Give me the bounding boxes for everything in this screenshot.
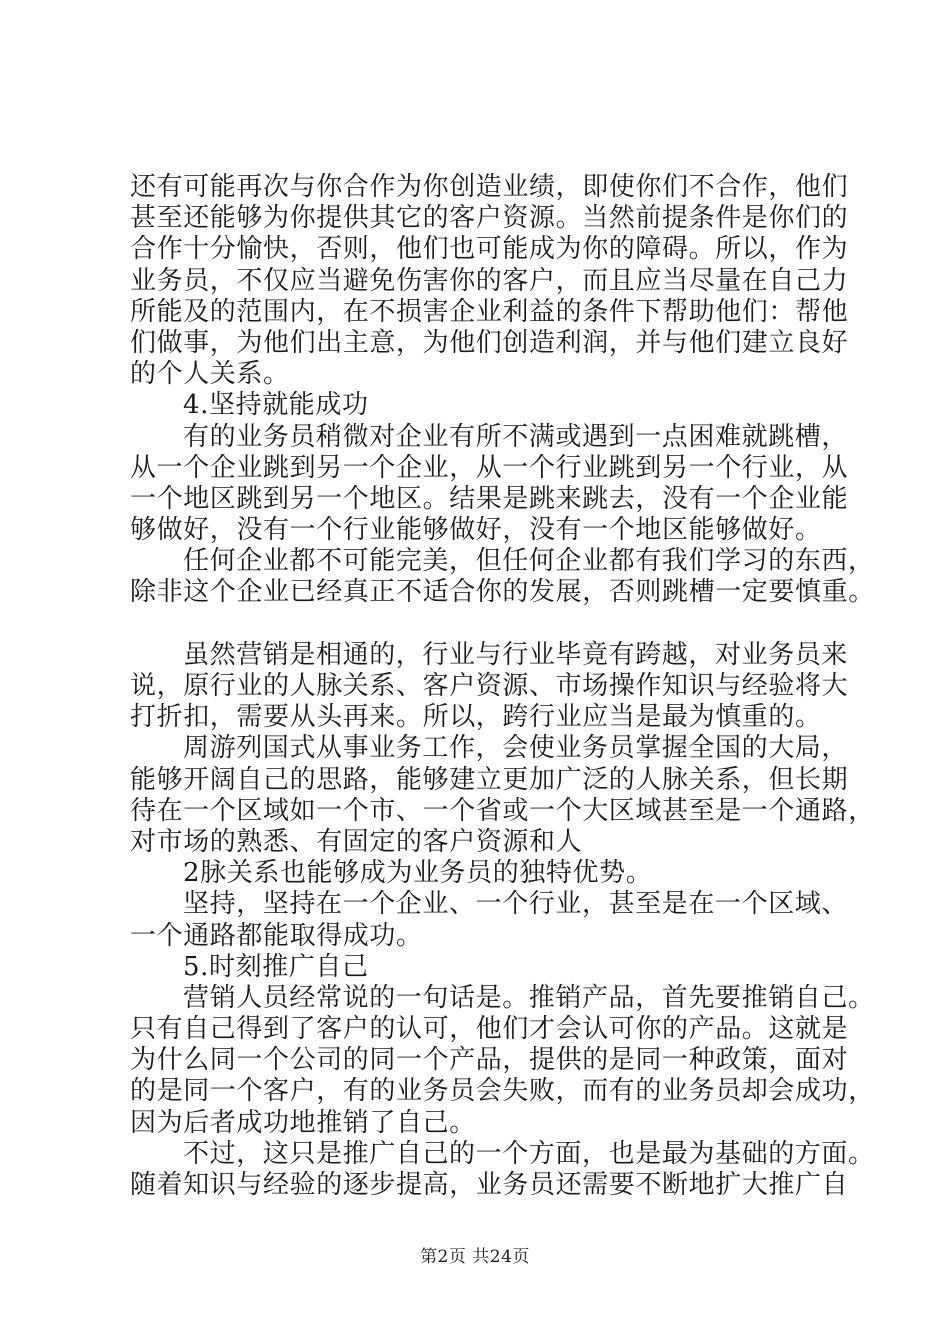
text-line: 坚持，坚持在一个企业、一个行业，甚至是在一个区域、 [183,889,849,920]
body-text [130,172,875,1201]
text-line: 随着知识与经验的逐步提高，业务员还需要不断地扩大推广自 [130,1170,849,1200]
text-line: 待在一个区域如一个市、一个省或一个大区域甚至是一个通路， [130,795,875,826]
text-line: 打折扣，需要从头再来。所以，跨行业应当是最为慎重的。 [130,702,822,733]
text-line: 甚至还能够为你提供其它的客户资源。当然前提条件是你们的 [130,203,849,234]
paragraph-gap [130,609,850,640]
text-line: 所能及的范围内，在不损害企业利益的条件下帮助他们：帮他 [130,296,849,327]
text-line: 一个通路都能取得成功。 [130,920,423,951]
text-line: 够做好，没有一个行业能够做好，没有一个地区能够做好。 [130,515,822,546]
text-line: 只有自己得到了客户的认可，他们才会认可你的产品。这就是 [130,1014,849,1045]
text-line: 能够开阔自己的思路，能够建立更加广泛的人脉关系，但长期 [130,764,849,795]
text-line: 为什么同一个公司的同一个产品，提供的是同一种政策，面对 [130,1045,849,1076]
text-line: 合作十分愉快，否则，他们也可能成为你的障碍。所以，作为 [130,234,849,265]
text-line: 周游列国式从事业务工作，会使业务员掌握全国的大局， [183,733,849,764]
text-line: 们做事，为他们出主意，为他们创造利润，并与他们建立良好 [130,327,849,358]
text-line: 对市场的熟悉、有固定的客户资源和人 [130,826,583,857]
text-line: 的个人关系。 [130,359,290,390]
page-number-footer: 第2页 共24页 [420,1247,530,1267]
text-line: 营销人员经常说的一句话是。推销产品，首先要推销自己。 [183,982,875,1013]
text-line: 不过，这只是推广自己的一个方面，也是最为基础的方面。 [183,1138,875,1169]
text-line: 除非这个企业已经真正不适合你的发展，否则跳槽一定要慎重。 [130,577,875,608]
text-line: 虽然营销是相通的，行业与行业毕竟有跨越，对业务员来 [183,639,849,670]
text-line: 2脉关系也能够成为业务员的独特优势。 [183,858,653,889]
text-line: 还有可能再次与你合作为你创造业绩，即使你们不合作，他们 [130,172,849,202]
section-heading: 5.时刻推广自己 [183,951,369,982]
text-line: 业务员，不仅应当避免伤害你的客户，而且应当尽量在自己力 [130,265,849,296]
text-line: 因为后者成功地推销了自己。 [130,1107,476,1138]
text-line: 一个地区跳到另一个地区。结果是跳来跳去，没有一个企业能 [130,483,849,514]
text-line: 的是同一个客户，有的业务员会失败，而有的业务员却会成功， [130,1076,875,1107]
text-line: 从一个企业跳到另一个企业，从一个行业跳到另一个行业，从 [130,452,849,483]
text-line: 有的业务员稍微对企业有所不满或遇到一点困难就跳槽， [183,421,849,452]
section-heading: 4.坚持就能成功 [183,390,369,421]
text-line: 说，原行业的人脉关系、客户资源、市场操作知识与经验将大 [130,671,849,701]
text-line: 任何企业都不可能完美，但任何企业都有我们学习的东西， [183,546,875,577]
